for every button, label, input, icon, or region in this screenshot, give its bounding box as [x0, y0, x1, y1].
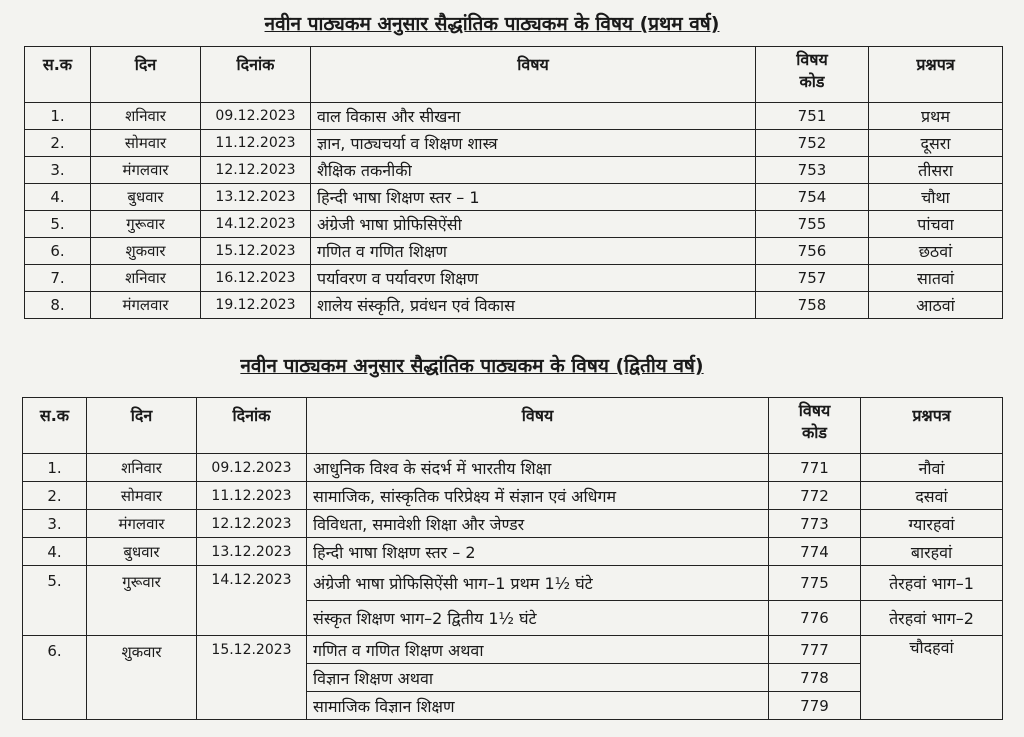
cell-code: 751	[756, 103, 869, 130]
header-code-line1: विषय	[798, 401, 831, 420]
cell-sno: 8.	[25, 292, 91, 319]
table-row	[23, 566, 1003, 601]
cell-code: 777	[769, 636, 861, 664]
cell-day: सोमवार	[91, 130, 201, 157]
cell-day: मंगलवार	[91, 157, 201, 184]
cell-subject: सामाजिक, सांस्कृतिक परिप्रेक्ष्य में संज्ञान एवं अधिगम	[307, 482, 769, 510]
cell-sno: 2.	[23, 482, 87, 510]
cell-paper: छठवां	[869, 238, 1003, 265]
table-row	[23, 510, 1003, 538]
cell-sno: 3.	[25, 157, 91, 184]
header-day: दिन	[91, 47, 201, 103]
header-date: दिनांक	[197, 398, 307, 454]
cell-date: 13.12.2023	[197, 538, 307, 566]
cell-subject: पर्यावरण व पर्यावरण शिक्षण	[311, 265, 756, 292]
cell-date: 16.12.2023	[201, 265, 311, 292]
cell-day: शनिवार	[91, 265, 201, 292]
table-row	[25, 238, 1003, 265]
cell-date: 12.12.2023	[201, 157, 311, 184]
year1-schedule-table	[24, 46, 1003, 319]
cell-sno: 6.	[25, 238, 91, 265]
cell-sno: 7.	[25, 265, 91, 292]
cell-paper: ग्यारहवां	[861, 510, 1003, 538]
table-row	[23, 454, 1003, 482]
header-code-line1: विषय	[796, 50, 828, 69]
cell-day: मंगलवार	[87, 510, 197, 538]
table-row	[25, 103, 1003, 130]
cell-subject: अंग्रेजी भाषा प्रोफिसिऐंसी	[311, 211, 756, 238]
cell-code: 758	[756, 292, 869, 319]
cell-subject: शालेय संस्कृति, प्रवंधन एवं विकास	[311, 292, 756, 319]
cell-day: शुकवार	[91, 238, 201, 265]
table-row	[25, 211, 1003, 238]
cell-paper: सातवां	[869, 265, 1003, 292]
cell-subject: आधुनिक विश्व के संदर्भ में भारतीय शिक्षा	[307, 454, 769, 482]
header-code	[756, 47, 869, 103]
cell-paper: चौथा	[869, 184, 1003, 211]
cell-paper: पांचवा	[869, 211, 1003, 238]
cell-paper: बारहवां	[861, 538, 1003, 566]
table-row	[25, 292, 1003, 319]
header-paper: प्रश्नपत्र	[869, 47, 1003, 103]
header-code-line2: कोड	[802, 423, 827, 442]
header-code	[769, 398, 861, 454]
cell-day: बुधवार	[91, 184, 201, 211]
cell-code: 772	[769, 482, 861, 510]
year2-schedule-table	[22, 397, 1003, 720]
cell-paper: दूसरा	[869, 130, 1003, 157]
cell-sno: 3.	[23, 510, 87, 538]
cell-code: 774	[769, 538, 861, 566]
cell-code: 775	[769, 566, 861, 601]
cell-day: शुकवार	[87, 636, 197, 720]
cell-code: 779	[769, 692, 861, 720]
cell-date: 13.12.2023	[201, 184, 311, 211]
cell-subject: गणित व गणित शिक्षण अथवा	[307, 636, 769, 664]
table-row	[23, 538, 1003, 566]
cell-code: 752	[756, 130, 869, 157]
cell-day: गुरूवार	[87, 566, 197, 636]
cell-day: शनिवार	[91, 103, 201, 130]
cell-code: 756	[756, 238, 869, 265]
cell-date: 11.12.2023	[201, 130, 311, 157]
cell-code: 755	[756, 211, 869, 238]
cell-sno: 4.	[23, 538, 87, 566]
cell-date: 09.12.2023	[197, 454, 307, 482]
cell-code: 771	[769, 454, 861, 482]
cell-day: बुधवार	[87, 538, 197, 566]
cell-code: 757	[756, 265, 869, 292]
cell-subject: विज्ञान शिक्षण अथवा	[307, 664, 769, 692]
year1-title: नवीन पाठ्यकम अनुसार सैद्धांतिक पाठ्यकम के विषय (प्रथम वर्ष)	[264, 13, 720, 35]
cell-subject: गणित व गणित शिक्षण	[311, 238, 756, 265]
header-code-line2: कोड	[799, 72, 825, 91]
cell-subject: ज्ञान, पाठ्यचर्या व शिक्षण शास्त्र	[311, 130, 756, 157]
cell-paper: प्रथम	[869, 103, 1003, 130]
cell-day: सोमवार	[87, 482, 197, 510]
cell-subject: हिन्दी भाषा शिक्षण स्तर – 2	[307, 538, 769, 566]
header-subject: विषय	[307, 398, 769, 454]
table-row	[25, 184, 1003, 211]
cell-paper: आठवां	[869, 292, 1003, 319]
cell-subject: शैक्षिक तकनीकी	[311, 157, 756, 184]
header-paper: प्रश्नपत्र	[861, 398, 1003, 454]
cell-sno: 4.	[25, 184, 91, 211]
year2-title: नवीन पाठ्यकम अनुसार सैद्धांतिक पाठ्यकम के विषय (द्वितीय वर्ष)	[240, 355, 704, 377]
cell-date: 19.12.2023	[201, 292, 311, 319]
cell-date: 12.12.2023	[197, 510, 307, 538]
cell-sno: 6.	[23, 636, 87, 720]
cell-subject: संस्कृत शिक्षण भाग–2 द्वितीय 1½ घंटे	[307, 601, 769, 636]
table-row	[25, 157, 1003, 184]
cell-sno: 1.	[25, 103, 91, 130]
header-day: दिन	[87, 398, 197, 454]
header-sno: स.क	[25, 47, 91, 103]
cell-code: 753	[756, 157, 869, 184]
cell-sno: 5.	[25, 211, 91, 238]
cell-sno: 1.	[23, 454, 87, 482]
table-row	[25, 130, 1003, 157]
header-subject: विषय	[311, 47, 756, 103]
cell-code: 773	[769, 510, 861, 538]
cell-code: 776	[769, 601, 861, 636]
cell-date: 14.12.2023	[197, 566, 307, 636]
cell-date: 15.12.2023	[197, 636, 307, 720]
cell-day: शनिवार	[87, 454, 197, 482]
cell-subject: वाल विकास और सीखना	[311, 103, 756, 130]
cell-date: 09.12.2023	[201, 103, 311, 130]
cell-subject: विविधता, समावेशी शिक्षा और जेण्डर	[307, 510, 769, 538]
cell-sno: 5.	[23, 566, 87, 636]
cell-date: 15.12.2023	[201, 238, 311, 265]
cell-paper: तेरहवां भाग–2	[861, 601, 1003, 636]
cell-paper: चौदहवां	[861, 636, 1003, 720]
cell-subject: सामाजिक विज्ञान शिक्षण	[307, 692, 769, 720]
table-row	[23, 636, 1003, 664]
cell-paper: नौवां	[861, 454, 1003, 482]
cell-day: गुरूवार	[91, 211, 201, 238]
table-row	[23, 482, 1003, 510]
cell-day: मंगलवार	[91, 292, 201, 319]
year2-header-row	[23, 398, 1003, 454]
cell-paper: तेरहवां भाग–1	[861, 566, 1003, 601]
table-row	[25, 265, 1003, 292]
cell-paper: दसवां	[861, 482, 1003, 510]
header-sno: स.क	[23, 398, 87, 454]
cell-paper: तीसरा	[869, 157, 1003, 184]
cell-code: 754	[756, 184, 869, 211]
cell-code: 778	[769, 664, 861, 692]
cell-subject: हिन्दी भाषा शिक्षण स्तर – 1	[311, 184, 756, 211]
cell-date: 11.12.2023	[197, 482, 307, 510]
header-date: दिनांक	[201, 47, 311, 103]
cell-sno: 2.	[25, 130, 91, 157]
cell-date: 14.12.2023	[201, 211, 311, 238]
cell-subject: अंग्रेजी भाषा प्रोफिसिऐंसी भाग–1 प्रथम 1½ घंटे	[307, 566, 769, 601]
year1-header-row	[25, 47, 1003, 103]
